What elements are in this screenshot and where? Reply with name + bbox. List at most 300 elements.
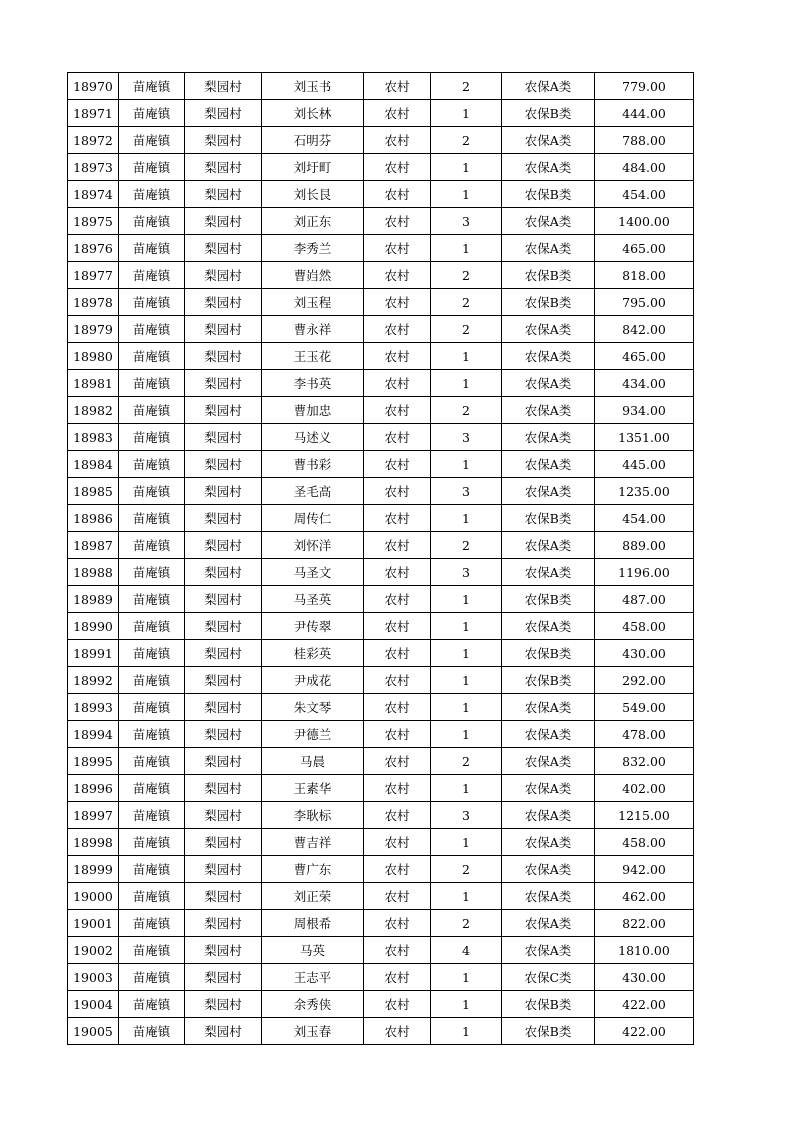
category-cell: 农保B类 xyxy=(502,181,595,208)
member-count-cell: 1 xyxy=(431,775,502,802)
category-cell: 农保A类 xyxy=(502,532,595,559)
table-row xyxy=(68,181,694,208)
town-cell: 苗庵镇 xyxy=(119,532,185,559)
row-id-cell: 18979 xyxy=(68,316,119,343)
category-cell: 农保A类 xyxy=(502,613,595,640)
name-cell: 刘玉书 xyxy=(262,73,364,100)
name-cell: 尹传翠 xyxy=(262,613,364,640)
category-cell: 农保A类 xyxy=(502,424,595,451)
table-row xyxy=(68,451,694,478)
amount-cell: 454.00 xyxy=(595,505,694,532)
name-cell: 曹永祥 xyxy=(262,316,364,343)
village-cell: 梨园村 xyxy=(185,640,262,667)
category-cell: 农保A类 xyxy=(502,235,595,262)
village-cell: 梨园村 xyxy=(185,397,262,424)
amount-cell: 434.00 xyxy=(595,370,694,397)
village-cell: 梨园村 xyxy=(185,127,262,154)
town-cell: 苗庵镇 xyxy=(119,991,185,1018)
category-cell: 农保A类 xyxy=(502,559,595,586)
amount-cell: 445.00 xyxy=(595,451,694,478)
table-row xyxy=(68,748,694,775)
village-cell: 梨园村 xyxy=(185,478,262,505)
row-id-cell: 19005 xyxy=(68,1018,119,1045)
household-type-cell: 农村 xyxy=(364,451,431,478)
amount-cell: 1351.00 xyxy=(595,424,694,451)
village-cell: 梨园村 xyxy=(185,937,262,964)
name-cell: 刘正东 xyxy=(262,208,364,235)
roster-table-body xyxy=(68,73,694,1045)
village-cell: 梨园村 xyxy=(185,775,262,802)
household-type-cell: 农村 xyxy=(364,910,431,937)
household-type-cell: 农村 xyxy=(364,478,431,505)
member-count-cell: 2 xyxy=(431,316,502,343)
village-cell: 梨园村 xyxy=(185,208,262,235)
table-row xyxy=(68,289,694,316)
town-cell: 苗庵镇 xyxy=(119,208,185,235)
member-count-cell: 2 xyxy=(431,910,502,937)
village-cell: 梨园村 xyxy=(185,424,262,451)
household-type-cell: 农村 xyxy=(364,1018,431,1045)
amount-cell: 779.00 xyxy=(595,73,694,100)
row-id-cell: 18993 xyxy=(68,694,119,721)
name-cell: 尹德兰 xyxy=(262,721,364,748)
member-count-cell: 2 xyxy=(431,262,502,289)
town-cell: 苗庵镇 xyxy=(119,559,185,586)
town-cell: 苗庵镇 xyxy=(119,73,185,100)
village-cell: 梨园村 xyxy=(185,667,262,694)
member-count-cell: 1 xyxy=(431,991,502,1018)
village-cell: 梨园村 xyxy=(185,721,262,748)
town-cell: 苗庵镇 xyxy=(119,397,185,424)
member-count-cell: 2 xyxy=(431,127,502,154)
name-cell: 马圣文 xyxy=(262,559,364,586)
member-count-cell: 1 xyxy=(431,721,502,748)
category-cell: 农保C类 xyxy=(502,964,595,991)
table-row xyxy=(68,235,694,262)
household-type-cell: 农村 xyxy=(364,748,431,775)
member-count-cell: 1 xyxy=(431,154,502,181)
town-cell: 苗庵镇 xyxy=(119,100,185,127)
member-count-cell: 4 xyxy=(431,937,502,964)
village-cell: 梨园村 xyxy=(185,964,262,991)
table-row xyxy=(68,802,694,829)
household-type-cell: 农村 xyxy=(364,100,431,127)
row-id-cell: 18974 xyxy=(68,181,119,208)
name-cell: 余秀侠 xyxy=(262,991,364,1018)
name-cell: 周传仁 xyxy=(262,505,364,532)
town-cell: 苗庵镇 xyxy=(119,937,185,964)
name-cell: 刘玉春 xyxy=(262,1018,364,1045)
row-id-cell: 18996 xyxy=(68,775,119,802)
town-cell: 苗庵镇 xyxy=(119,667,185,694)
town-cell: 苗庵镇 xyxy=(119,640,185,667)
table-row xyxy=(68,667,694,694)
village-cell: 梨园村 xyxy=(185,748,262,775)
table-row xyxy=(68,613,694,640)
town-cell: 苗庵镇 xyxy=(119,505,185,532)
row-id-cell: 18976 xyxy=(68,235,119,262)
amount-cell: 458.00 xyxy=(595,829,694,856)
village-cell: 梨园村 xyxy=(185,856,262,883)
category-cell: 农保B类 xyxy=(502,640,595,667)
category-cell: 农保A类 xyxy=(502,937,595,964)
village-cell: 梨园村 xyxy=(185,883,262,910)
row-id-cell: 19001 xyxy=(68,910,119,937)
household-type-cell: 农村 xyxy=(364,208,431,235)
name-cell: 李耿标 xyxy=(262,802,364,829)
member-count-cell: 1 xyxy=(431,451,502,478)
amount-cell: 1400.00 xyxy=(595,208,694,235)
amount-cell: 444.00 xyxy=(595,100,694,127)
row-id-cell: 18983 xyxy=(68,424,119,451)
row-id-cell: 18988 xyxy=(68,559,119,586)
household-type-cell: 农村 xyxy=(364,694,431,721)
table-row xyxy=(68,829,694,856)
category-cell: 农保A类 xyxy=(502,748,595,775)
category-cell: 农保B类 xyxy=(502,586,595,613)
town-cell: 苗庵镇 xyxy=(119,451,185,478)
table-row xyxy=(68,73,694,100)
town-cell: 苗庵镇 xyxy=(119,1018,185,1045)
village-cell: 梨园村 xyxy=(185,505,262,532)
household-type-cell: 农村 xyxy=(364,775,431,802)
name-cell: 刘圩町 xyxy=(262,154,364,181)
table-row xyxy=(68,316,694,343)
table-row xyxy=(68,505,694,532)
category-cell: 农保A类 xyxy=(502,883,595,910)
table-row xyxy=(68,478,694,505)
member-count-cell: 1 xyxy=(431,883,502,910)
member-count-cell: 2 xyxy=(431,856,502,883)
village-cell: 梨园村 xyxy=(185,316,262,343)
row-id-cell: 18972 xyxy=(68,127,119,154)
name-cell: 刘玉程 xyxy=(262,289,364,316)
name-cell: 周根希 xyxy=(262,910,364,937)
village-cell: 梨园村 xyxy=(185,262,262,289)
category-cell: 农保A类 xyxy=(502,910,595,937)
amount-cell: 934.00 xyxy=(595,397,694,424)
row-id-cell: 18990 xyxy=(68,613,119,640)
member-count-cell: 1 xyxy=(431,667,502,694)
household-type-cell: 农村 xyxy=(364,262,431,289)
name-cell: 圣毛高 xyxy=(262,478,364,505)
member-count-cell: 1 xyxy=(431,964,502,991)
row-id-cell: 18982 xyxy=(68,397,119,424)
table-row xyxy=(68,532,694,559)
name-cell: 马晨 xyxy=(262,748,364,775)
name-cell: 李书英 xyxy=(262,370,364,397)
member-count-cell: 1 xyxy=(431,829,502,856)
village-cell: 梨园村 xyxy=(185,559,262,586)
member-count-cell: 1 xyxy=(431,586,502,613)
town-cell: 苗庵镇 xyxy=(119,316,185,343)
amount-cell: 465.00 xyxy=(595,343,694,370)
household-type-cell: 农村 xyxy=(364,505,431,532)
name-cell: 尹成花 xyxy=(262,667,364,694)
row-id-cell: 18991 xyxy=(68,640,119,667)
table-row xyxy=(68,775,694,802)
row-id-cell: 18986 xyxy=(68,505,119,532)
amount-cell: 1215.00 xyxy=(595,802,694,829)
household-type-cell: 农村 xyxy=(364,397,431,424)
household-type-cell: 农村 xyxy=(364,964,431,991)
category-cell: 农保A类 xyxy=(502,370,595,397)
household-type-cell: 农村 xyxy=(364,424,431,451)
member-count-cell: 3 xyxy=(431,208,502,235)
household-type-cell: 农村 xyxy=(364,640,431,667)
village-cell: 梨园村 xyxy=(185,154,262,181)
category-cell: 农保B类 xyxy=(502,262,595,289)
household-type-cell: 农村 xyxy=(364,883,431,910)
member-count-cell: 2 xyxy=(431,748,502,775)
table-row xyxy=(68,694,694,721)
village-cell: 梨园村 xyxy=(185,532,262,559)
household-type-cell: 农村 xyxy=(364,802,431,829)
row-id-cell: 19000 xyxy=(68,883,119,910)
village-cell: 梨园村 xyxy=(185,694,262,721)
household-type-cell: 农村 xyxy=(364,289,431,316)
town-cell: 苗庵镇 xyxy=(119,694,185,721)
household-type-cell: 农村 xyxy=(364,343,431,370)
name-cell: 曹书彩 xyxy=(262,451,364,478)
amount-cell: 462.00 xyxy=(595,883,694,910)
amount-cell: 788.00 xyxy=(595,127,694,154)
name-cell: 马英 xyxy=(262,937,364,964)
member-count-cell: 2 xyxy=(431,289,502,316)
row-id-cell: 18994 xyxy=(68,721,119,748)
town-cell: 苗庵镇 xyxy=(119,424,185,451)
amount-cell: 402.00 xyxy=(595,775,694,802)
member-count-cell: 1 xyxy=(431,181,502,208)
village-cell: 梨园村 xyxy=(185,991,262,1018)
row-id-cell: 19004 xyxy=(68,991,119,1018)
member-count-cell: 1 xyxy=(431,694,502,721)
category-cell: 农保A类 xyxy=(502,397,595,424)
table-row xyxy=(68,586,694,613)
village-cell: 梨园村 xyxy=(185,181,262,208)
member-count-cell: 3 xyxy=(431,424,502,451)
member-count-cell: 1 xyxy=(431,343,502,370)
name-cell: 桂彩英 xyxy=(262,640,364,667)
name-cell: 王素华 xyxy=(262,775,364,802)
village-cell: 梨园村 xyxy=(185,100,262,127)
name-cell: 石明芬 xyxy=(262,127,364,154)
roster-table xyxy=(67,72,694,1045)
amount-cell: 487.00 xyxy=(595,586,694,613)
member-count-cell: 2 xyxy=(431,532,502,559)
amount-cell: 818.00 xyxy=(595,262,694,289)
member-count-cell: 3 xyxy=(431,559,502,586)
household-type-cell: 农村 xyxy=(364,181,431,208)
town-cell: 苗庵镇 xyxy=(119,802,185,829)
village-cell: 梨园村 xyxy=(185,235,262,262)
member-count-cell: 1 xyxy=(431,1018,502,1045)
row-id-cell: 18978 xyxy=(68,289,119,316)
table-row xyxy=(68,370,694,397)
member-count-cell: 2 xyxy=(431,73,502,100)
amount-cell: 478.00 xyxy=(595,721,694,748)
table-row xyxy=(68,883,694,910)
row-id-cell: 18977 xyxy=(68,262,119,289)
town-cell: 苗庵镇 xyxy=(119,775,185,802)
category-cell: 农保A类 xyxy=(502,208,595,235)
category-cell: 农保A类 xyxy=(502,775,595,802)
town-cell: 苗庵镇 xyxy=(119,883,185,910)
row-id-cell: 18998 xyxy=(68,829,119,856)
household-type-cell: 农村 xyxy=(364,370,431,397)
amount-cell: 422.00 xyxy=(595,1018,694,1045)
table-row xyxy=(68,856,694,883)
row-id-cell: 18992 xyxy=(68,667,119,694)
town-cell: 苗庵镇 xyxy=(119,910,185,937)
amount-cell: 454.00 xyxy=(595,181,694,208)
row-id-cell: 18973 xyxy=(68,154,119,181)
row-id-cell: 18975 xyxy=(68,208,119,235)
category-cell: 农保A类 xyxy=(502,316,595,343)
category-cell: 农保A类 xyxy=(502,802,595,829)
row-id-cell: 18980 xyxy=(68,343,119,370)
amount-cell: 795.00 xyxy=(595,289,694,316)
category-cell: 农保B类 xyxy=(502,991,595,1018)
category-cell: 农保A类 xyxy=(502,154,595,181)
table-row xyxy=(68,262,694,289)
household-type-cell: 农村 xyxy=(364,532,431,559)
name-cell: 朱文琴 xyxy=(262,694,364,721)
household-type-cell: 农村 xyxy=(364,559,431,586)
category-cell: 农保A类 xyxy=(502,829,595,856)
amount-cell: 458.00 xyxy=(595,613,694,640)
member-count-cell: 1 xyxy=(431,640,502,667)
category-cell: 农保A类 xyxy=(502,694,595,721)
row-id-cell: 18999 xyxy=(68,856,119,883)
household-type-cell: 农村 xyxy=(364,586,431,613)
village-cell: 梨园村 xyxy=(185,1018,262,1045)
town-cell: 苗庵镇 xyxy=(119,127,185,154)
amount-cell: 465.00 xyxy=(595,235,694,262)
category-cell: 农保B类 xyxy=(502,100,595,127)
household-type-cell: 农村 xyxy=(364,856,431,883)
row-id-cell: 18987 xyxy=(68,532,119,559)
town-cell: 苗庵镇 xyxy=(119,235,185,262)
town-cell: 苗庵镇 xyxy=(119,748,185,775)
amount-cell: 889.00 xyxy=(595,532,694,559)
amount-cell: 430.00 xyxy=(595,964,694,991)
town-cell: 苗庵镇 xyxy=(119,154,185,181)
category-cell: 农保B类 xyxy=(502,667,595,694)
name-cell: 马述义 xyxy=(262,424,364,451)
table-row xyxy=(68,640,694,667)
name-cell: 李秀兰 xyxy=(262,235,364,262)
table-row xyxy=(68,208,694,235)
amount-cell: 430.00 xyxy=(595,640,694,667)
amount-cell: 422.00 xyxy=(595,991,694,1018)
category-cell: 农保A类 xyxy=(502,721,595,748)
household-type-cell: 农村 xyxy=(364,937,431,964)
category-cell: 农保A类 xyxy=(502,73,595,100)
household-type-cell: 农村 xyxy=(364,127,431,154)
category-cell: 农保A类 xyxy=(502,127,595,154)
amount-cell: 484.00 xyxy=(595,154,694,181)
household-type-cell: 农村 xyxy=(364,154,431,181)
village-cell: 梨园村 xyxy=(185,73,262,100)
name-cell: 马圣英 xyxy=(262,586,364,613)
row-id-cell: 18971 xyxy=(68,100,119,127)
amount-cell: 1810.00 xyxy=(595,937,694,964)
member-count-cell: 1 xyxy=(431,235,502,262)
name-cell: 刘长林 xyxy=(262,100,364,127)
row-id-cell: 18981 xyxy=(68,370,119,397)
table-row xyxy=(68,964,694,991)
table-row xyxy=(68,559,694,586)
name-cell: 曹岿然 xyxy=(262,262,364,289)
town-cell: 苗庵镇 xyxy=(119,856,185,883)
table-row xyxy=(68,1018,694,1045)
village-cell: 梨园村 xyxy=(185,829,262,856)
name-cell: 刘怀洋 xyxy=(262,532,364,559)
village-cell: 梨园村 xyxy=(185,343,262,370)
household-type-cell: 农村 xyxy=(364,991,431,1018)
name-cell: 曹吉祥 xyxy=(262,829,364,856)
town-cell: 苗庵镇 xyxy=(119,964,185,991)
amount-cell: 292.00 xyxy=(595,667,694,694)
household-type-cell: 农村 xyxy=(364,316,431,343)
household-type-cell: 农村 xyxy=(364,73,431,100)
table-row xyxy=(68,343,694,370)
table-row xyxy=(68,991,694,1018)
category-cell: 农保A类 xyxy=(502,451,595,478)
amount-cell: 1196.00 xyxy=(595,559,694,586)
table-row xyxy=(68,397,694,424)
amount-cell: 942.00 xyxy=(595,856,694,883)
amount-cell: 822.00 xyxy=(595,910,694,937)
name-cell: 曹加忠 xyxy=(262,397,364,424)
town-cell: 苗庵镇 xyxy=(119,289,185,316)
row-id-cell: 18995 xyxy=(68,748,119,775)
category-cell: 农保B类 xyxy=(502,1018,595,1045)
town-cell: 苗庵镇 xyxy=(119,613,185,640)
category-cell: 农保B类 xyxy=(502,505,595,532)
row-id-cell: 18970 xyxy=(68,73,119,100)
table-row xyxy=(68,154,694,181)
town-cell: 苗庵镇 xyxy=(119,478,185,505)
village-cell: 梨园村 xyxy=(185,910,262,937)
village-cell: 梨园村 xyxy=(185,613,262,640)
household-type-cell: 农村 xyxy=(364,721,431,748)
name-cell: 曹广东 xyxy=(262,856,364,883)
table-row xyxy=(68,937,694,964)
member-count-cell: 1 xyxy=(431,613,502,640)
member-count-cell: 2 xyxy=(431,397,502,424)
category-cell: 农保A类 xyxy=(502,856,595,883)
village-cell: 梨园村 xyxy=(185,451,262,478)
village-cell: 梨园村 xyxy=(185,802,262,829)
village-cell: 梨园村 xyxy=(185,586,262,613)
amount-cell: 842.00 xyxy=(595,316,694,343)
town-cell: 苗庵镇 xyxy=(119,343,185,370)
name-cell: 刘长艮 xyxy=(262,181,364,208)
household-type-cell: 农村 xyxy=(364,829,431,856)
table-row xyxy=(68,910,694,937)
household-type-cell: 农村 xyxy=(364,235,431,262)
household-type-cell: 农村 xyxy=(364,667,431,694)
town-cell: 苗庵镇 xyxy=(119,370,185,397)
amount-cell: 832.00 xyxy=(595,748,694,775)
town-cell: 苗庵镇 xyxy=(119,262,185,289)
member-count-cell: 3 xyxy=(431,478,502,505)
amount-cell: 1235.00 xyxy=(595,478,694,505)
table-row xyxy=(68,721,694,748)
row-id-cell: 18984 xyxy=(68,451,119,478)
